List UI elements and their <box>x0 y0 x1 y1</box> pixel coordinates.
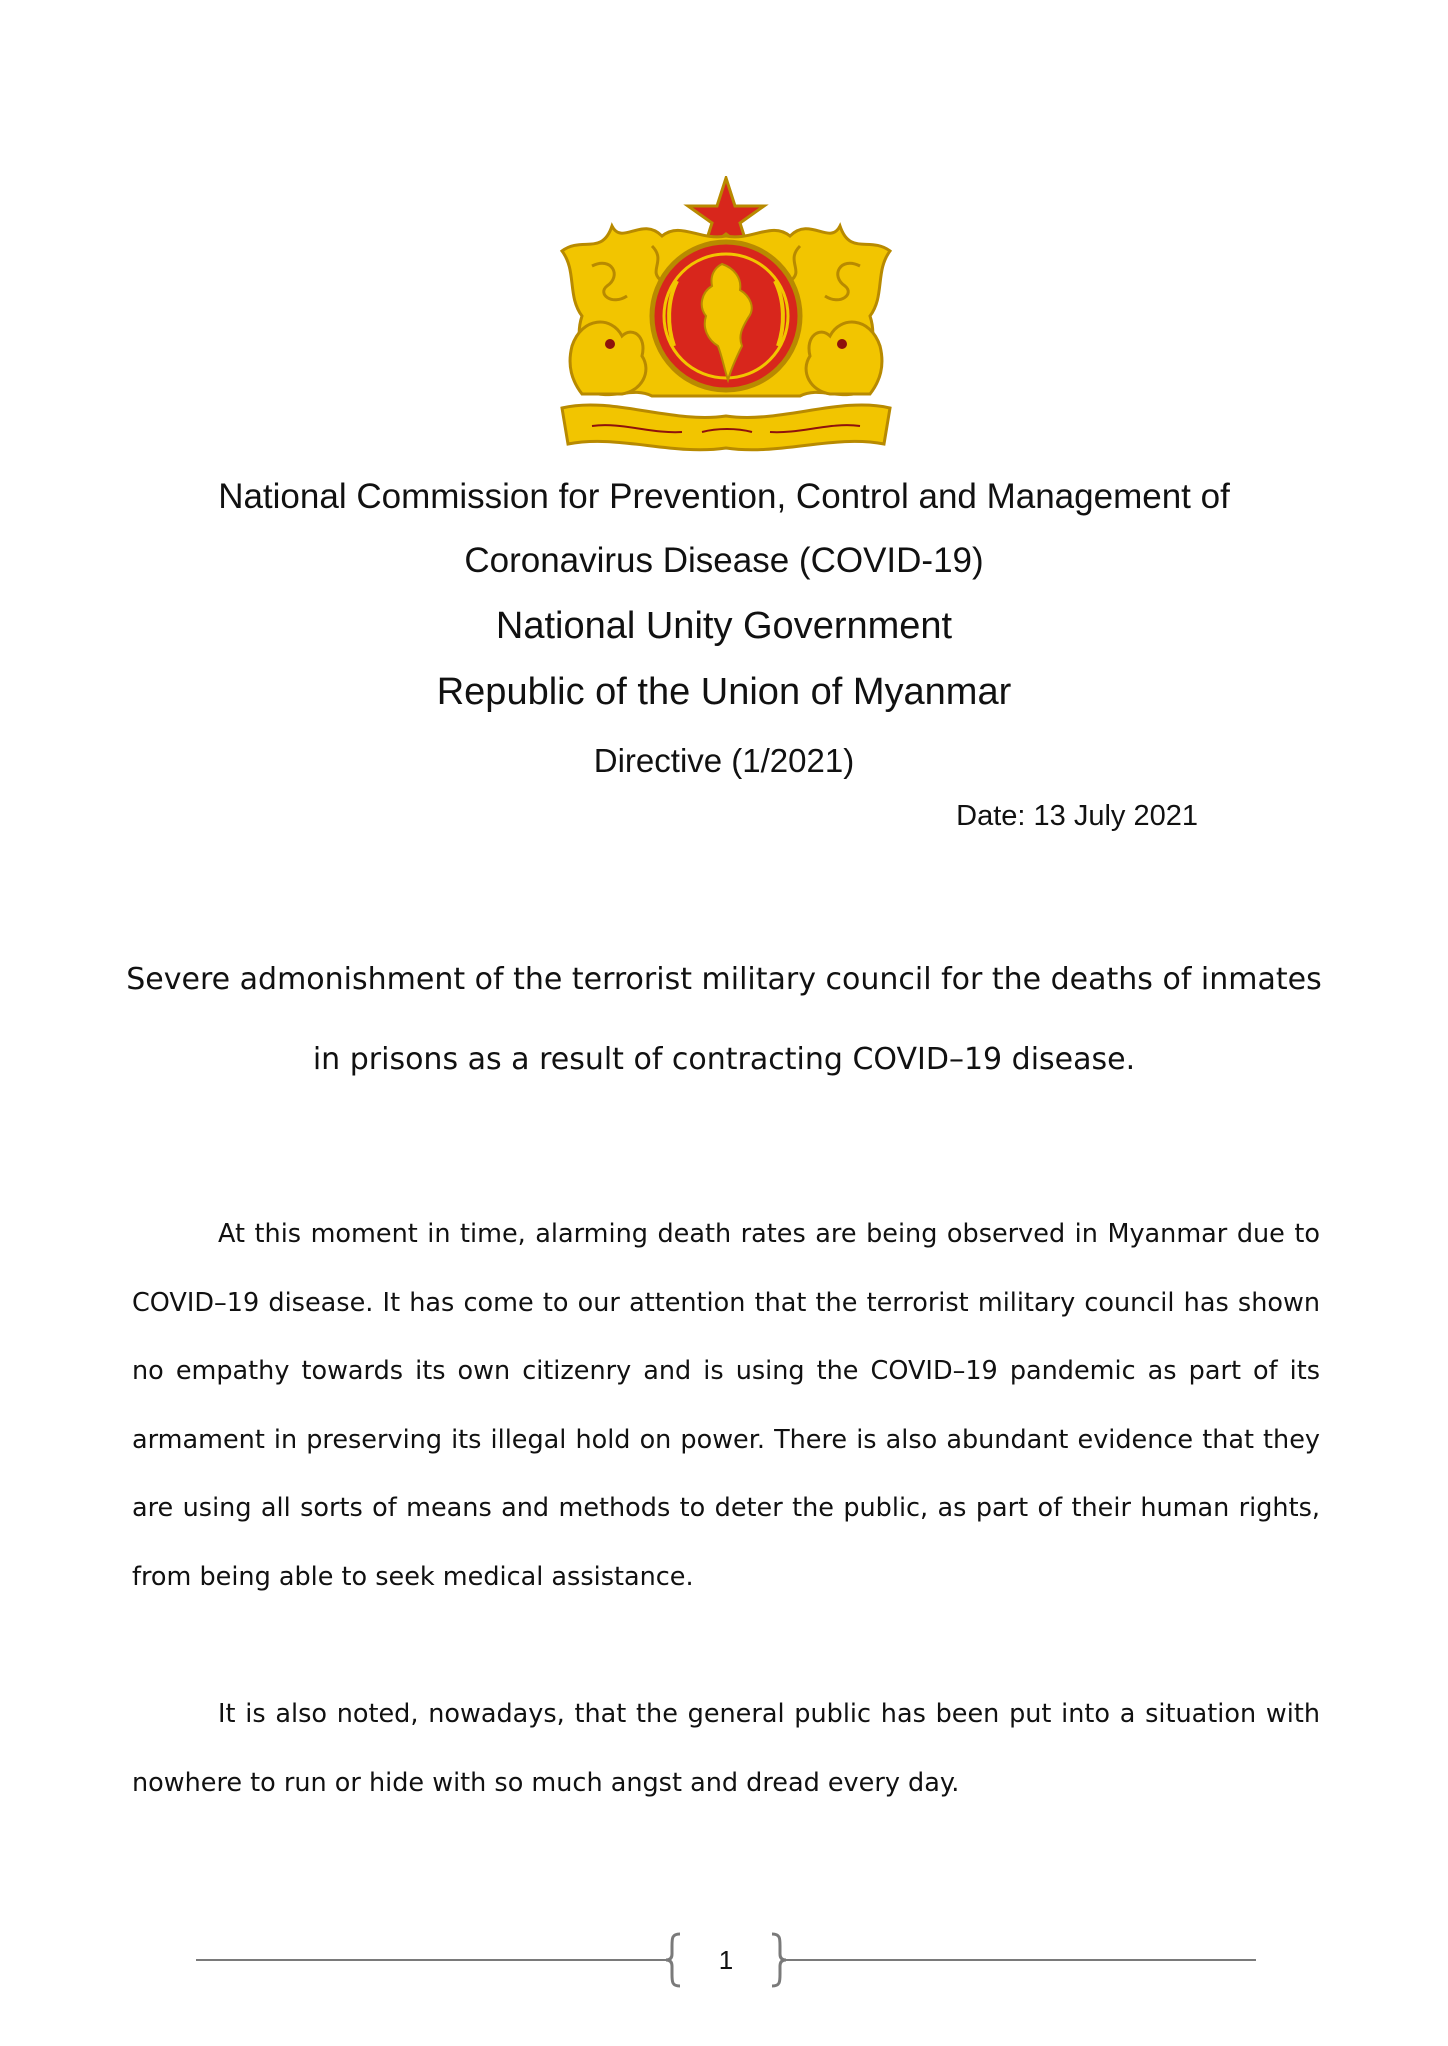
subject-line1: Severe admonishment of the terrorist military council for the deaths of inmates <box>126 962 1322 997</box>
state-seal-icon <box>552 176 900 460</box>
footer-rule-right <box>786 1959 1256 1961</box>
footer-rule-left <box>196 1959 668 1961</box>
body-paragraph-1: At this moment in time, alarming death rates are being observed in Myanmar due to COVID–19 disease. It has come to our attention that the terrorist military council has shown no empathy towards its own citizenry and is using the COVID–19 pandemic as part of its armament in preserving its illegal hold on power. There is also abundant evidence that they are using all sorts of means and methods to deter the public, as part of their human rights, from being able to seek medical assistance. <box>132 1219 1320 1592</box>
page-footer <box>196 1930 1256 1990</box>
left-brace-icon <box>664 1930 684 1990</box>
body-paragraph-2: It is also noted, nowadays, that the general public has been put into a situation with nowhere to run or hide with so much angst and dread every day. <box>132 1699 1320 1798</box>
page-number: 1 <box>718 1945 734 1975</box>
commission-title-line2: Coronavirus Disease (COVID-19) <box>464 541 984 580</box>
directive-number: Directive (1/2021) <box>593 742 855 779</box>
right-brace-icon <box>768 1930 788 1990</box>
subject-line2: in prisons as a result of contracting COVID–19 disease. <box>312 1042 1136 1077</box>
government-name: National Unity Government <box>495 605 953 647</box>
subject-heading <box>100 940 1348 1100</box>
document-date: Date: 13 July 2021 <box>956 800 1198 832</box>
commission-title-line1: National Commission for Prevention, Control and Management of <box>218 477 1230 516</box>
republic-name: Republic of the Union of Myanmar <box>436 671 1012 713</box>
